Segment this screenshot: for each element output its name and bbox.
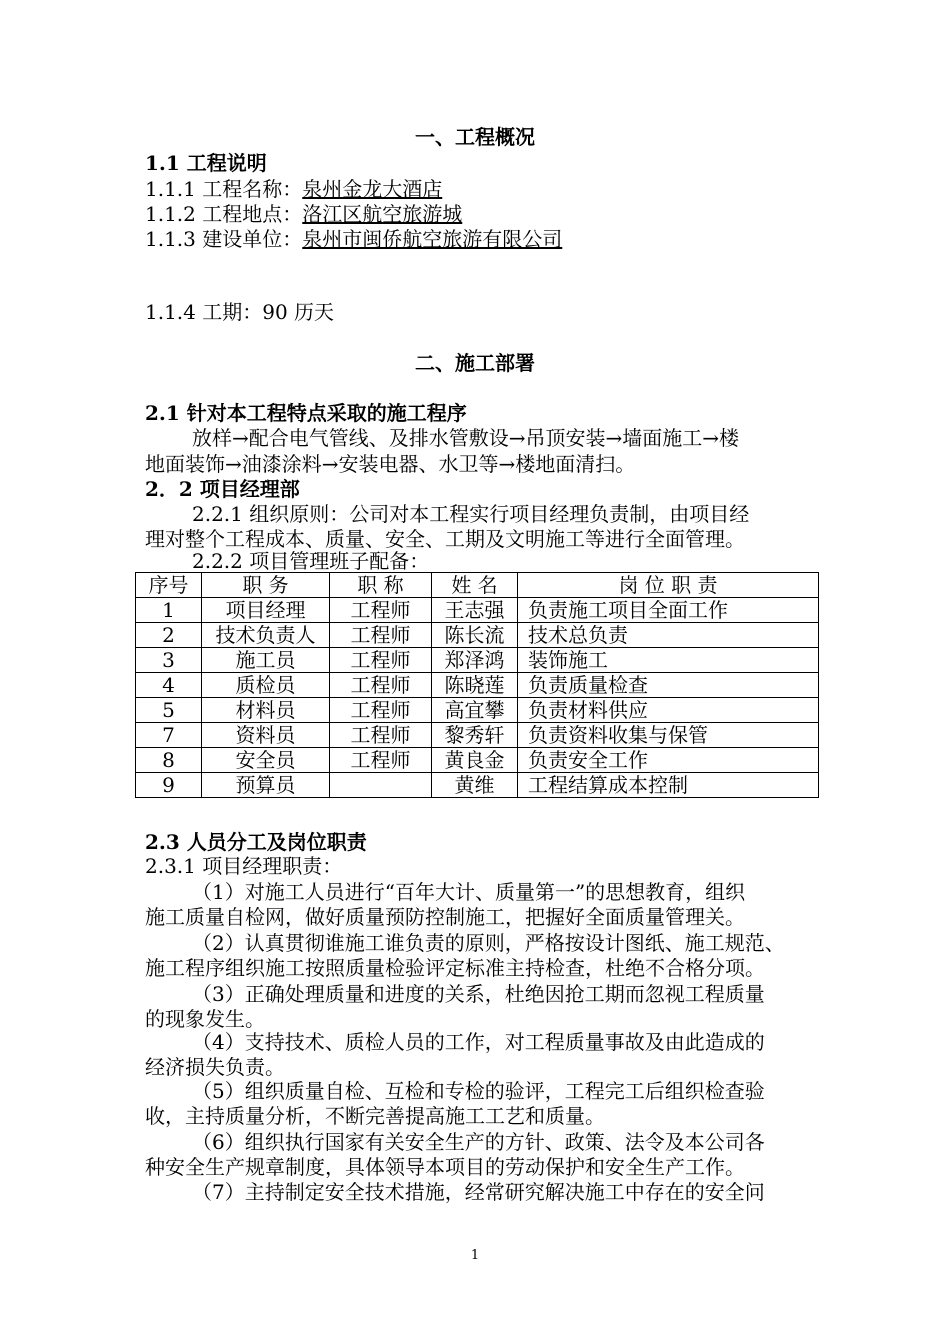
table-row (136, 773, 819, 798)
cell-title: 工程师 (330, 723, 432, 748)
table-row (136, 623, 819, 648)
cell-no: 3 (136, 648, 202, 673)
cell-duty: 负责质量检查 (518, 673, 819, 698)
cell-title: 工程师 (330, 698, 432, 723)
staff-table (135, 572, 819, 798)
cell-position: 技术负责人 (202, 623, 330, 648)
cell-no: 7 (136, 723, 202, 748)
cell-name: 郑泽鸿 (432, 648, 518, 673)
duty-line: （2）认真贯彻谁施工谁负责的原则，严格按设计图纸、施工规范、 (192, 931, 785, 955)
cell-no: 9 (136, 773, 202, 798)
project-location-line (145, 201, 462, 227)
cell-name: 黄维 (432, 773, 518, 798)
section-title-overview: 一、工程概况 (415, 125, 535, 149)
project-location-label: 1.1.2 工程地点： (145, 202, 303, 226)
duration-line: 1.1.4 工期：90 历天 (145, 300, 335, 324)
duty-line: 的现象发生。 (145, 1007, 265, 1031)
org-principle-line-2: 理对整个工程成本、质量、安全、工期及文明施工等进行全面管理。 (145, 527, 745, 551)
duty-line: 种安全生产规章制度，具体领导本项目的劳动保护和安全生产工作。 (145, 1155, 745, 1179)
cell-title: 工程师 (330, 748, 432, 773)
header-cell: 岗 位 职 责 (518, 573, 819, 598)
cell-duty: 工程结算成本控制 (518, 773, 819, 798)
table-row (136, 698, 819, 723)
header-cell: 职 务 (202, 573, 330, 598)
heading-2-3-1: 2.3.1 项目经理职责： (145, 854, 343, 878)
procedure-line-2: 地面装饰→油漆涂料→安装电器、水卫等→楼地面清扫。 (145, 452, 636, 476)
duty-line: 施工质量自检网，做好质量预防控制施工，把握好全面质量管理关。 (145, 905, 745, 929)
cell-title: 工程师 (330, 673, 432, 698)
table-row (136, 598, 819, 623)
table-row (136, 673, 819, 698)
cell-position: 项目经理 (202, 598, 330, 623)
cell-no: 4 (136, 673, 202, 698)
cell-duty: 负责资料收集与保管 (518, 723, 819, 748)
project-name-label: 1.1.1 工程名称： (145, 177, 303, 201)
heading-2-3: 2.3 人员分工及岗位职责 (145, 830, 367, 854)
project-name-value: 泉州金龙大酒店 (302, 177, 443, 201)
cell-name: 黄良金 (432, 748, 518, 773)
heading-1-1: 1.1 工程说明 (145, 151, 267, 175)
page-number: 1 (470, 1248, 480, 1263)
header-cell: 职 称 (330, 573, 432, 598)
duty-line: 经济损失负责。 (145, 1055, 285, 1079)
duty-line: （3）正确处理质量和进度的关系，杜绝因抢工期而忽视工程质量 (192, 982, 765, 1006)
duty-line: （5）组织质量自检、互检和专检的验评，工程完工后组织检查验 (192, 1079, 765, 1103)
procedure-line-1: 放样→配合电气管线、及排水管敷设→吊顶安装→墙面施工→楼 (192, 426, 740, 450)
section-title-deployment: 二、施工部署 (415, 351, 535, 375)
cell-name: 陈长流 (432, 623, 518, 648)
table-row (136, 748, 819, 773)
cell-title: 工程师 (330, 623, 432, 648)
cell-no: 1 (136, 598, 202, 623)
org-principle-line-1: 2.2.1 组织原则：公司对本工程实行项目经理负责制，由项目经 (192, 502, 750, 526)
cell-no: 5 (136, 698, 202, 723)
table-header-row (136, 573, 819, 598)
cell-position: 质检员 (202, 673, 330, 698)
cell-position: 预算员 (202, 773, 330, 798)
cell-position: 安全员 (202, 748, 330, 773)
cell-duty: 负责材料供应 (518, 698, 819, 723)
cell-title: 工程师 (330, 598, 432, 623)
duty-line: 施工程序组织施工按照质量检验评定标准主持检查，杜绝不合格分项。 (145, 956, 765, 980)
cell-duty: 装饰施工 (518, 648, 819, 673)
duty-line: （4）支持技术、质检人员的工作，对工程质量事故及由此造成的 (192, 1030, 765, 1054)
header-cell: 姓 名 (432, 573, 518, 598)
cell-position: 材料员 (202, 698, 330, 723)
cell-name: 王志强 (432, 598, 518, 623)
project-name-line (145, 176, 442, 202)
builder-value: 泉州市闽侨航空旅游有限公司 (302, 227, 563, 251)
duty-line: （1）对施工人员进行“百年大计、质量第一”的思想教育，组织 (192, 880, 746, 904)
cell-no: 2 (136, 623, 202, 648)
duty-line: （6）组织执行国家有关安全生产的方针、政策、法令及本公司各 (192, 1130, 765, 1154)
duty-line: 收，主持质量分析，不断完善提高施工工艺和质量。 (145, 1104, 605, 1128)
cell-position: 资料员 (202, 723, 330, 748)
project-location-value: 洛江区航空旅游城 (302, 202, 463, 226)
builder-label: 1.1.3 建设单位： (145, 227, 303, 251)
heading-2-1: 2.1 针对本工程特点采取的施工程序 (145, 401, 467, 425)
cell-duty: 技术总负责 (518, 623, 819, 648)
team-staffing-heading: 2.2.2 项目管理班子配备： (192, 549, 430, 573)
cell-name: 黎秀轩 (432, 723, 518, 748)
cell-title (330, 773, 432, 798)
duty-line: （7）主持制定安全技术措施，经常研究解决施工中存在的安全问 (192, 1180, 765, 1204)
cell-duty: 负责施工项目全面工作 (518, 598, 819, 623)
cell-name: 高宜攀 (432, 698, 518, 723)
cell-name: 陈晓莲 (432, 673, 518, 698)
cell-no: 8 (136, 748, 202, 773)
header-cell: 序号 (136, 573, 202, 598)
builder-line (145, 226, 562, 252)
cell-title: 工程师 (330, 648, 432, 673)
heading-2-2: 2．2 项目经理部 (145, 477, 300, 501)
cell-position: 施工员 (202, 648, 330, 673)
table-row (136, 723, 819, 748)
cell-duty: 负责安全工作 (518, 748, 819, 773)
table-row (136, 648, 819, 673)
